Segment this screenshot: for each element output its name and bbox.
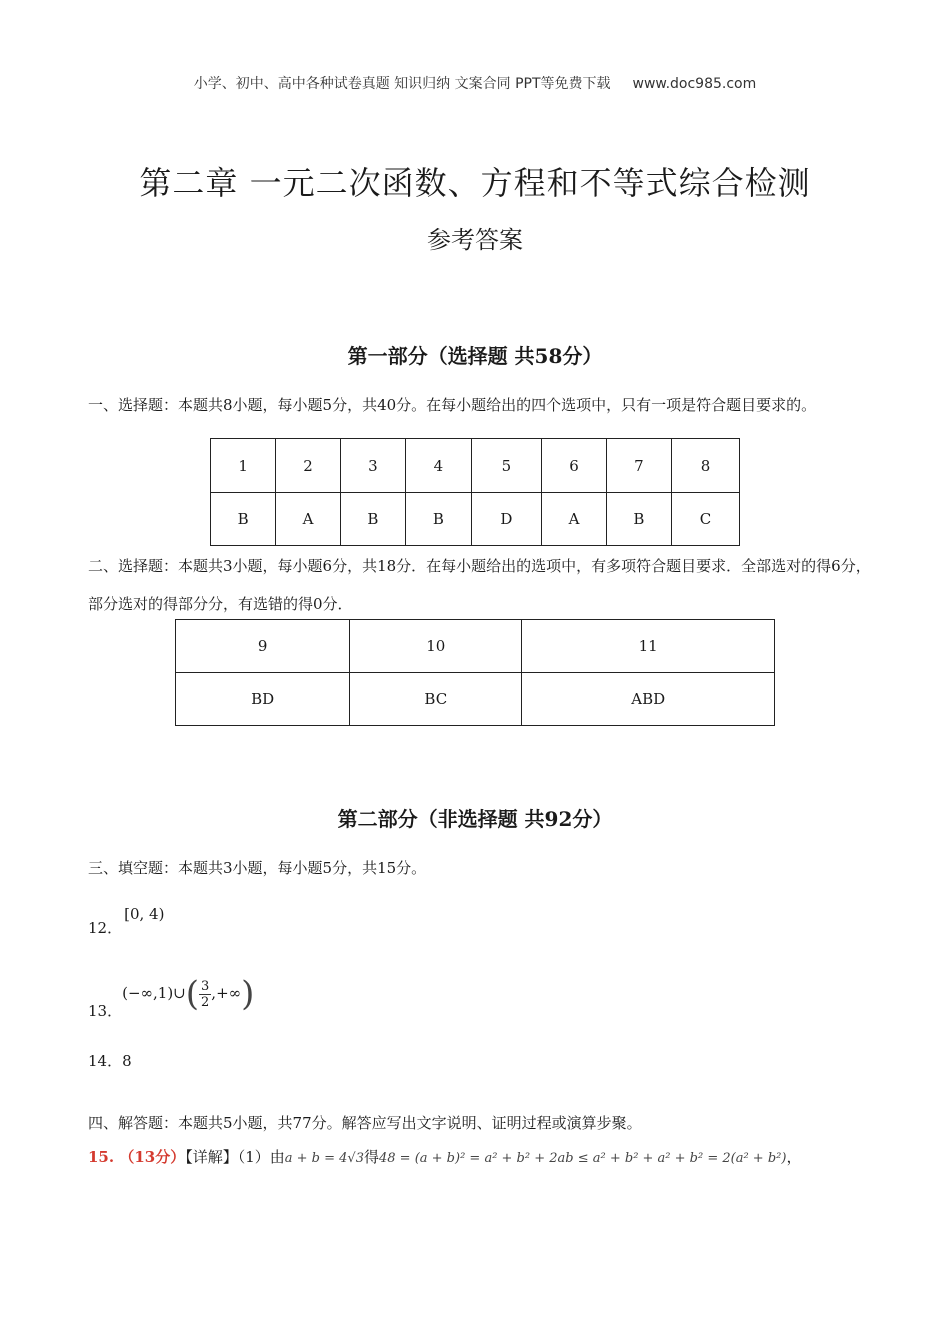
section1-instructions: 一、选择题：本题共8小题，每小题5分，共40分。在每小题给出的四个选项中，只有一项是符合题目要求的。 (88, 396, 817, 414)
question-number-cell: 6 (542, 439, 606, 493)
answer-table-2 (175, 619, 775, 726)
q13-fraction (199, 979, 211, 1010)
q15-tail: ， (786, 1148, 802, 1166)
q13-label: 13． (88, 1002, 123, 1020)
answer-cell: A (542, 493, 606, 546)
question-number-cell: 1 (211, 439, 276, 493)
q14-answer-row (88, 1050, 132, 1071)
q15-line (88, 1146, 801, 1167)
question-number-cell: 4 (406, 439, 471, 493)
header-url[interactable]: www.doc985.com (632, 76, 757, 92)
section2-instructions: 二、选择题：本题共3小题，每小题6分，共18分．在每小题给出的选项中，有多项符合题目要求．全部选对的得6分，部分选对的得部分分，有选错的得0分． (88, 557, 871, 613)
question-number-cell: 7 (606, 439, 671, 493)
answer-cell: D (471, 493, 542, 546)
answer-cell: BD (176, 673, 350, 726)
q13-numerator: 3 (201, 978, 210, 994)
document-title: 第二章 一元二次函数、方程和不等式综合检测 (139, 164, 811, 202)
part2-heading: 第二部分（非选择题 共92分） (337, 807, 613, 831)
q15-label: 15. （13分） (88, 1148, 186, 1166)
document-subtitle: 参考答案 (427, 226, 523, 254)
q14-label: 14． (88, 1052, 123, 1070)
part1-heading: 第一部分（选择题 共58分） (347, 344, 603, 368)
question-number-cell: 10 (350, 620, 522, 673)
question-number-cell: 3 (340, 439, 405, 493)
q15-part: （1）由 (237, 1148, 285, 1166)
question-number-cell: 8 (672, 439, 740, 493)
section3-instructions: 三、填空题：本题共3小题，每小题5分，共15分。 (88, 859, 427, 877)
q15-tag: 【详解】 (185, 1148, 238, 1166)
q13-denominator: 2 (201, 994, 210, 1010)
q13-answer-right: ,+∞ (211, 984, 242, 1002)
question-number-cell: 11 (522, 620, 775, 673)
question-number-cell: 9 (176, 620, 350, 673)
answer-cell: C (672, 493, 740, 546)
answer-cell: B (340, 493, 405, 546)
page-header (0, 73, 950, 93)
q15-condition: a + b = 4√3 (284, 1151, 364, 1166)
header-text: 小学、初中、高中各种试卷真题 知识归纳 文案合同 PPT等免费下载 (193, 76, 611, 92)
q12-answer-row (88, 905, 165, 937)
answer-cell: B (606, 493, 671, 546)
answer-cell: B (406, 493, 471, 546)
answer-cell: B (211, 493, 276, 546)
q13-answer-row: 13．(−∞,1)∪( $\frac{3}{2}$ ,+∞) (88, 974, 255, 1020)
section4-instructions: 四、解答题：本题共5小题，共77分。解答应写出文字说明、证明过程或演算步聚。 (88, 1114, 642, 1132)
q14-answer: 8 (122, 1052, 132, 1070)
question-number-cell: 5 (471, 439, 542, 493)
question-number-cell: 2 (276, 439, 340, 493)
answer-cell: ABD (522, 673, 775, 726)
q13-answer-left: (−∞,1)∪ (122, 984, 186, 1002)
answer-cell: A (276, 493, 340, 546)
q12-answer: [0, 4) (124, 905, 165, 923)
answer-cell: BC (350, 673, 522, 726)
q15-formula: 48 = (a + b)² = a² + b² + 2ab ≤ a² + b² + a² + b² = 2(a² + b²) (379, 1151, 787, 1166)
q12-label: 12． (88, 919, 123, 937)
answer-table-1 (210, 438, 740, 546)
q15-de: 得 (363, 1148, 379, 1166)
